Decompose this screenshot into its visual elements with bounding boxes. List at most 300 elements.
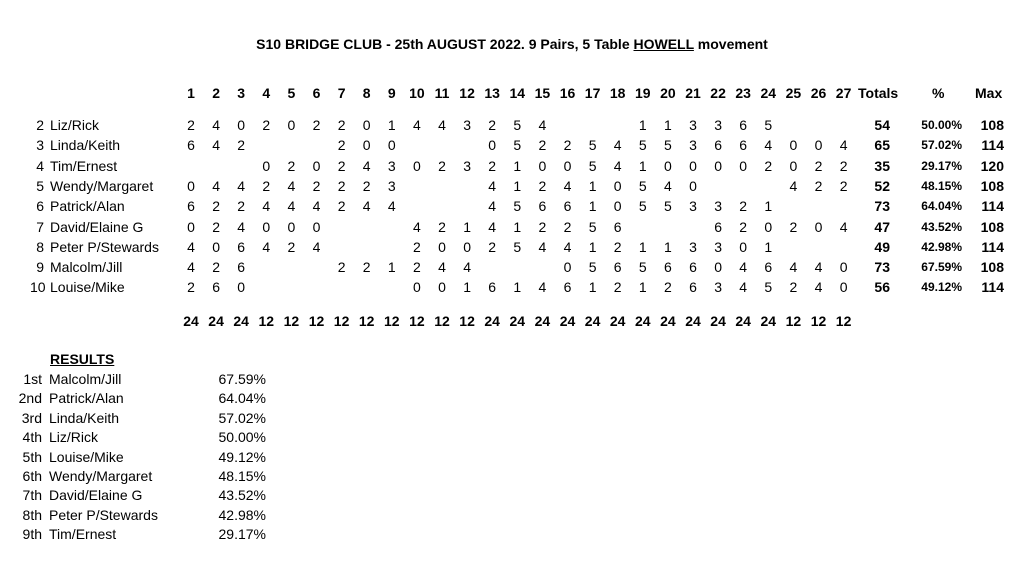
board-score: 6	[714, 218, 722, 235]
result-percent: 42.98%	[218, 506, 266, 523]
board-score: 2	[538, 218, 547, 235]
board-header: 3	[237, 85, 246, 101]
board-score: 2	[764, 157, 773, 174]
board-score: 0	[538, 157, 547, 174]
result-place: 9th	[22, 526, 42, 543]
pair-name: Liz/Rick	[50, 117, 100, 133]
board-score: 2	[438, 157, 446, 174]
board-max: 24	[484, 313, 500, 329]
board-score: 2	[839, 177, 848, 194]
board-score: 4	[739, 279, 748, 296]
table-header-row	[0, 85, 1024, 103]
board-score: 3	[689, 137, 697, 154]
board-header: 7	[337, 85, 346, 101]
board-score: 2	[212, 259, 220, 276]
board-max: 12	[810, 313, 827, 329]
board-score: 0	[212, 238, 220, 255]
board-score: 5	[588, 218, 597, 235]
result-name: Wendy/Margaret	[49, 468, 153, 484]
board-header: 14	[509, 85, 526, 101]
title-movement: HOWELL	[633, 36, 694, 52]
board-header: 15	[534, 85, 551, 101]
board-score: 3	[387, 177, 396, 194]
row-percent: 48.15%	[921, 178, 962, 193]
board-score: 4	[488, 177, 497, 194]
board-score: 2	[739, 218, 748, 235]
results-heading: RESULTS	[50, 351, 115, 367]
board-score: 5	[588, 137, 597, 154]
board-score: 1	[588, 238, 597, 255]
board-score: 1	[387, 117, 396, 133]
board-score: 2	[212, 218, 220, 235]
board-score: 4	[463, 259, 471, 276]
board-score: 0	[714, 157, 722, 174]
pair-name: Malcolm/Jill	[50, 259, 123, 276]
board-score: 2	[739, 198, 748, 215]
board-header: 13	[484, 85, 500, 101]
pair-name: Tim/Ernest	[50, 157, 118, 174]
row-total: 73	[874, 259, 890, 276]
board-score: 4	[287, 198, 296, 215]
result-percent: 43.52%	[218, 487, 266, 504]
board-score: 2	[262, 117, 271, 133]
board-score: 4	[814, 279, 823, 296]
result-name: Tim/Ernest	[49, 526, 117, 543]
board-header: 9	[387, 85, 396, 101]
board-score: 4	[412, 117, 421, 133]
table-row	[0, 239, 1024, 257]
row-percent: 57.02%	[921, 138, 962, 153]
board-score: 1	[638, 279, 647, 296]
board-score: 6	[187, 137, 195, 154]
board-score: 0	[412, 279, 421, 296]
board-score: 4	[739, 259, 748, 276]
row-percent: 43.52%	[921, 219, 962, 234]
board-score: 0	[312, 157, 321, 174]
totals-header: Totals	[858, 85, 899, 101]
board-score: 0	[814, 137, 823, 154]
board-max: 24	[233, 313, 249, 329]
board-max: 12	[835, 313, 852, 329]
board-score: 3	[689, 198, 697, 215]
board-score: 0	[739, 238, 748, 255]
board-header: 17	[584, 85, 601, 101]
board-score: 4	[212, 177, 220, 194]
board-score: 6	[187, 198, 195, 215]
board-score: 0	[613, 177, 622, 194]
result-percent: 29.17%	[218, 526, 266, 543]
board-score: 1	[663, 117, 672, 133]
board-score: 0	[563, 259, 572, 276]
board-max: 12	[409, 313, 425, 329]
board-score: 5	[513, 137, 522, 154]
result-name: Patrick/Alan	[49, 390, 124, 407]
board-score: 6	[237, 238, 246, 255]
board-header: 5	[287, 85, 296, 101]
board-score: 2	[488, 117, 497, 133]
board-score: 3	[714, 279, 722, 296]
board-score: 0	[237, 279, 246, 296]
board-score: 6	[212, 279, 220, 296]
row-max: 114	[981, 198, 1004, 215]
board-score: 4	[362, 157, 371, 174]
board-score: 2	[362, 177, 371, 194]
board-score: 4	[789, 177, 798, 194]
board-header: 18	[609, 85, 626, 101]
board-score: 0	[362, 117, 371, 133]
board-header: 26	[810, 85, 827, 101]
board-score: 6	[689, 279, 697, 296]
result-percent: 50.00%	[218, 429, 266, 446]
percent-header: %	[932, 85, 945, 101]
board-score: 6	[563, 198, 572, 215]
board-score: 2	[538, 177, 547, 194]
result-percent: 67.59%	[218, 371, 266, 387]
board-score: 0	[237, 117, 246, 133]
board-score: 2	[237, 137, 246, 154]
pair-name: Patrick/Alan	[50, 198, 125, 215]
board-score: 2	[337, 177, 346, 194]
board-score: 4	[412, 218, 421, 235]
board-score: 0	[814, 218, 823, 235]
board-score: 1	[513, 157, 522, 174]
board-header: 1	[187, 85, 195, 101]
board-score: 2	[814, 157, 823, 174]
board-score: 0	[412, 157, 421, 174]
result-place: 2nd	[18, 390, 42, 407]
board-max: 24	[685, 313, 701, 329]
board-header: 11	[434, 85, 450, 101]
result-place: 5th	[22, 448, 42, 465]
board-score: 5	[638, 198, 647, 215]
board-score: 6	[764, 259, 773, 276]
board-score: 0	[839, 279, 848, 296]
board-header: 16	[559, 85, 576, 101]
board-score: 0	[262, 157, 271, 174]
result-place: 7th	[22, 487, 42, 504]
board-score: 4	[764, 137, 773, 154]
board-score: 2	[362, 259, 371, 276]
board-score: 0	[287, 218, 296, 235]
board-score: 5	[764, 117, 773, 133]
board-score: 2	[287, 238, 296, 255]
board-score: 2	[337, 117, 346, 133]
pair-number: 10	[30, 279, 46, 296]
board-header: 22	[710, 85, 726, 101]
board-header: 4	[262, 85, 271, 101]
board-header: 27	[835, 85, 852, 101]
board-max: 12	[283, 313, 300, 329]
board-score: 4	[789, 259, 798, 276]
board-score: 4	[187, 259, 195, 276]
board-score: 4	[814, 259, 823, 276]
board-score: 1	[764, 238, 773, 255]
board-score: 5	[638, 177, 647, 194]
result-name: Malcolm/Jill	[49, 371, 122, 387]
row-percent: 64.04%	[921, 199, 962, 214]
row-percent: 42.98%	[921, 239, 962, 254]
board-score: 0	[438, 238, 446, 255]
board-score: 1	[638, 117, 647, 133]
result-entry	[0, 526, 300, 545]
result-place: 6th	[22, 468, 42, 484]
board-score: 6	[739, 137, 748, 154]
board-score: 5	[513, 198, 522, 215]
board-max: 24	[660, 313, 676, 329]
board-max: 24	[760, 313, 777, 329]
row-total: 47	[874, 218, 890, 235]
board-score: 4	[839, 218, 848, 235]
row-max: 108	[980, 117, 1004, 133]
board-score: 5	[638, 137, 647, 154]
pair-number: 5	[36, 177, 44, 194]
board-score: 2	[237, 198, 246, 215]
board-max-row	[0, 313, 1024, 331]
board-max: 24	[635, 313, 651, 329]
row-total: 56	[874, 279, 890, 296]
result-entry	[0, 371, 300, 390]
board-score: 2	[337, 157, 346, 174]
result-percent: 48.15%	[218, 468, 266, 484]
row-percent: 50.00%	[921, 118, 962, 132]
board-score: 4	[212, 137, 220, 154]
board-score: 4	[387, 198, 396, 215]
board-score: 2	[312, 117, 321, 133]
board-score: 0	[789, 137, 798, 154]
board-score: 0	[789, 157, 798, 174]
board-score: 5	[663, 137, 672, 154]
board-score: 1	[588, 198, 597, 215]
board-score: 6	[563, 279, 572, 296]
board-score: 1	[463, 218, 471, 235]
board-score: 0	[387, 137, 396, 154]
result-name: Linda/Keith	[49, 409, 120, 426]
board-score: 0	[563, 157, 572, 174]
board-score: 2	[187, 279, 195, 296]
board-score: 3	[463, 157, 471, 174]
board-max: 24	[735, 313, 751, 329]
board-score: 4	[538, 238, 547, 255]
board-header: 2	[212, 85, 220, 101]
result-place: 8th	[22, 506, 42, 523]
row-total: 65	[874, 137, 890, 154]
board-score: 2	[438, 218, 446, 235]
board-score: 4	[488, 198, 497, 215]
board-score: 4	[262, 238, 271, 255]
board-max: 12	[434, 313, 450, 329]
board-score: 6	[488, 279, 497, 296]
board-header: 12	[459, 85, 475, 101]
pair-name: Linda/Keith	[50, 137, 121, 154]
board-score: 2	[563, 218, 572, 235]
board-max: 12	[333, 313, 350, 329]
result-place: 3rd	[21, 409, 42, 426]
pair-number: 7	[36, 218, 44, 235]
board-score: 4	[613, 157, 622, 174]
board-score: 5	[513, 117, 522, 133]
title-prefix: S10 BRIDGE CLUB - 25th AUGUST 2022. 9 Pairs, 5 Table	[256, 36, 634, 52]
table-row	[0, 259, 1024, 277]
board-score: 0	[613, 198, 622, 215]
pair-name: David/Elaine G	[50, 218, 144, 235]
board-score: 3	[714, 238, 722, 255]
board-max: 12	[785, 313, 802, 329]
board-header: 24	[760, 85, 777, 101]
board-score: 3	[689, 117, 697, 133]
result-name: David/Elaine G	[49, 487, 143, 504]
pair-name: Peter P/Stewards	[50, 238, 159, 255]
row-total: 49	[874, 238, 890, 255]
pair-name: Wendy/Margaret	[50, 177, 154, 194]
board-max: 24	[584, 313, 601, 329]
result-percent: 64.04%	[218, 390, 266, 407]
board-header: 6	[312, 85, 321, 101]
board-max: 24	[559, 313, 576, 329]
pair-number: 6	[36, 198, 44, 215]
board-score: 4	[563, 238, 572, 255]
table-row	[0, 117, 1024, 135]
board-score: 2	[287, 157, 296, 174]
table-row	[0, 219, 1024, 237]
row-max: 108	[980, 177, 1004, 194]
board-score: 1	[513, 279, 522, 296]
board-score: 2	[613, 238, 622, 255]
pair-number: 8	[36, 238, 44, 255]
row-max: 120	[980, 157, 1004, 174]
board-score: 4	[438, 117, 446, 133]
board-score: 5	[638, 259, 647, 276]
row-total: 52	[874, 177, 890, 194]
board-score: 0	[187, 177, 195, 194]
row-max: 108	[980, 218, 1004, 235]
pair-number: 4	[36, 157, 44, 174]
board-score: 4	[613, 137, 622, 154]
max-header: Max	[975, 85, 1003, 101]
result-entry	[0, 410, 300, 429]
table-row	[0, 279, 1024, 297]
board-score: 0	[764, 218, 773, 235]
board-score: 4	[237, 177, 246, 194]
board-score: 0	[739, 157, 748, 174]
board-score: 2	[789, 279, 798, 296]
board-score: 2	[538, 137, 547, 154]
board-max: 24	[609, 313, 626, 329]
board-max: 24	[183, 313, 199, 329]
board-score: 6	[689, 259, 697, 276]
board-score: 4	[262, 198, 271, 215]
row-total: 54	[874, 117, 890, 133]
board-score: 5	[513, 238, 522, 255]
page-title	[0, 36, 1024, 52]
row-total: 35	[874, 157, 890, 174]
board-score: 0	[463, 238, 471, 255]
title-suffix: movement	[693, 36, 768, 52]
table-row	[0, 137, 1024, 155]
row-max: 114	[981, 137, 1004, 154]
board-score: 0	[438, 279, 446, 296]
board-score: 4	[312, 198, 321, 215]
board-max: 12	[384, 313, 400, 329]
board-score: 5	[588, 259, 597, 276]
board-max: 24	[208, 313, 224, 329]
board-score: 6	[663, 259, 672, 276]
table-row	[0, 158, 1024, 176]
board-max: 24	[710, 313, 726, 329]
board-score: 2	[488, 238, 497, 255]
board-score: 1	[638, 157, 647, 174]
board-header: 23	[735, 85, 751, 101]
board-header: 20	[660, 85, 676, 101]
board-score: 4	[663, 177, 672, 194]
board-score: 0	[488, 137, 497, 154]
pair-number: 9	[36, 259, 44, 276]
board-score: 4	[187, 238, 195, 255]
result-place: 1st	[23, 371, 42, 387]
board-header: 19	[635, 85, 651, 101]
row-max: 114	[981, 279, 1004, 296]
board-score: 4	[538, 117, 547, 133]
board-score: 2	[412, 238, 421, 255]
board-score: 4	[237, 218, 246, 235]
board-score: 2	[789, 218, 798, 235]
result-entry	[0, 507, 300, 526]
board-score: 2	[563, 137, 572, 154]
pair-number: 2	[36, 117, 44, 133]
board-score: 5	[588, 157, 597, 174]
board-header: 25	[785, 85, 802, 101]
board-score: 1	[588, 177, 597, 194]
board-score: 0	[312, 218, 321, 235]
result-name: Louise/Mike	[49, 448, 124, 465]
table-row	[0, 178, 1024, 196]
board-score: 2	[337, 198, 346, 215]
board-max: 24	[534, 313, 551, 329]
board-score: 2	[212, 198, 220, 215]
row-max: 114	[981, 238, 1004, 255]
result-name: Peter P/Stewards	[49, 506, 158, 523]
board-score: 1	[513, 177, 522, 194]
board-score: 6	[237, 259, 246, 276]
result-entry	[0, 487, 300, 506]
board-score: 6	[714, 137, 722, 154]
board-header: 10	[409, 85, 425, 101]
board-score: 1	[638, 238, 647, 255]
result-entry	[0, 429, 300, 448]
result-entry	[0, 449, 300, 468]
board-score: 4	[287, 177, 296, 194]
board-score: 4	[488, 218, 497, 235]
result-place: 4th	[22, 429, 42, 446]
board-score: 1	[513, 218, 522, 235]
board-score: 5	[663, 198, 672, 215]
board-score: 2	[488, 157, 497, 174]
board-score: 4	[362, 198, 371, 215]
board-score: 3	[689, 238, 697, 255]
row-percent: 49.12%	[921, 280, 962, 295]
board-score: 4	[839, 137, 848, 154]
board-score: 5	[764, 279, 773, 296]
board-score: 3	[387, 157, 396, 174]
board-score: 2	[814, 177, 823, 194]
board-score: 1	[764, 198, 773, 215]
result-entry	[0, 390, 300, 409]
row-percent: 67.59%	[921, 260, 962, 275]
board-score: 0	[689, 177, 697, 194]
board-score: 0	[187, 218, 195, 235]
board-score: 1	[463, 279, 471, 296]
board-score: 6	[613, 218, 622, 235]
board-score: 0	[714, 259, 722, 276]
